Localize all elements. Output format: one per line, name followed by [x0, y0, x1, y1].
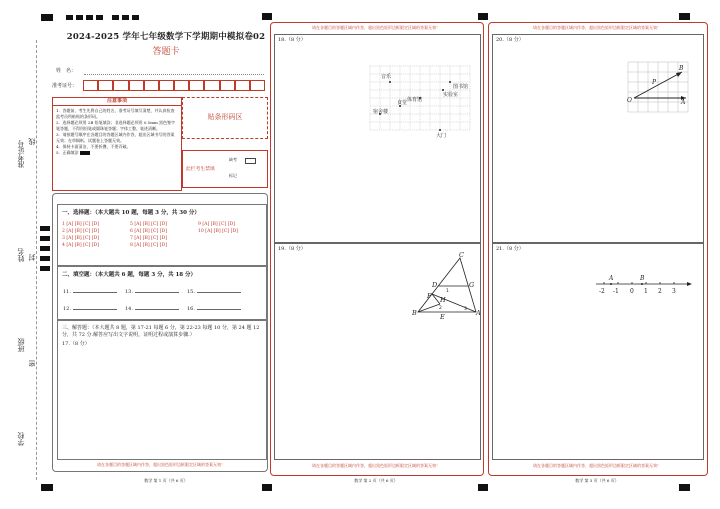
mcq-q1[interactable]: 1 [A] [B] [C] [D]	[62, 222, 99, 227]
map-label: 体育馆	[407, 97, 423, 103]
map-label: 大门	[436, 133, 447, 139]
tri-label: G	[469, 281, 475, 289]
section1-box	[57, 204, 267, 266]
campus-map-grid	[370, 66, 470, 139]
mcq-q4[interactable]: 4 [A] [B] [C] [D]	[62, 243, 99, 248]
side-label-school: 学校	[17, 432, 25, 446]
absent-checkbox[interactable]	[245, 158, 256, 164]
q20-label: 20.（8 分）	[496, 37, 524, 43]
blank-14[interactable]: 14.	[125, 303, 187, 312]
mcq-q10[interactable]: 10 [A] [B] [C] [D]	[198, 229, 238, 234]
exam-id-label: 准考证号：	[52, 83, 78, 89]
footer-3: 数学 第 3 页（共 6 页）	[575, 478, 619, 483]
vec-label: O	[627, 97, 632, 104]
map-label: 图书馆	[453, 84, 469, 90]
tri-label: E	[440, 313, 445, 321]
mcq-q6[interactable]: 6 [A] [B] [C] [D]	[130, 229, 167, 234]
seam-mark	[40, 226, 50, 231]
reg-mark	[262, 13, 272, 20]
notes-box	[52, 97, 182, 191]
reg-mark	[478, 13, 488, 20]
reg-mark	[679, 484, 690, 491]
map-label: 实验室	[443, 92, 459, 98]
nl-tick: 1	[644, 288, 648, 295]
notes-title: 注意事项	[53, 98, 181, 106]
mcq-q5[interactable]: 5 [A] [B] [C] [D]	[130, 222, 167, 227]
blank-11[interactable]: 11.	[63, 286, 125, 295]
note-item: 1．答题前，考生先将自己的姓名，准考证号填写清楚，并认真检查监考员所粘贴的条形码。	[56, 108, 175, 119]
side-label-line: 线	[28, 138, 36, 145]
section2-box	[57, 266, 267, 320]
section2-title: 二、填空题：（本大题共 6 题，每题 3 分，共 18 分）	[62, 272, 197, 278]
q21-label: 21.（8 分）	[496, 246, 524, 252]
reg-mark	[86, 15, 93, 20]
reg-mark	[66, 15, 73, 20]
tri-label: A	[476, 309, 481, 317]
seam-mark	[40, 246, 50, 251]
reg-mark	[478, 484, 488, 491]
blank-16[interactable]: 16.	[187, 303, 249, 312]
name-field[interactable]	[84, 74, 264, 75]
seam-mark	[40, 236, 50, 241]
page-subtitle: 答题卡	[152, 47, 180, 57]
absent-box	[182, 150, 268, 188]
note-item: 2．选择题必须用 2B 铅笔填涂；非选择题必须用 0.5mm 黑色签字笔答题，不得用铅笔或圆珠笔答题；字体工整、笔迹清晰。	[56, 120, 176, 131]
map-label: 宿舍楼	[373, 109, 389, 115]
absent-mark-label2: 标记	[229, 173, 237, 178]
nl-point: A	[609, 275, 614, 282]
blank-15[interactable]: 15.	[187, 286, 249, 295]
section3-box	[57, 320, 267, 460]
tri-label: F	[427, 292, 432, 300]
reg-mark	[132, 15, 139, 20]
vec-label: P	[652, 79, 657, 86]
reg-mark	[41, 484, 53, 491]
mcq-q7[interactable]: 7 [A] [B] [C] [D]	[130, 236, 167, 241]
warning-1: 请在各题目的答题区域内作答，超出黑色矩形边框限定区域的答案无效！	[97, 462, 225, 467]
nl-point: B	[640, 275, 645, 282]
tri-label: H	[440, 296, 446, 304]
reg-mark	[76, 15, 83, 20]
barcode-area	[182, 97, 268, 139]
mcq-empty	[198, 236, 266, 241]
tri-label: D	[432, 281, 438, 289]
mcq-q8[interactable]: 8 [A] [B] [C] [D]	[130, 243, 167, 248]
barcode-label: 贴条形码区	[207, 113, 243, 121]
footer-1: 数学 第 1 页（共 6 页）	[144, 478, 188, 483]
mcq-q2[interactable]: 2 [A] [B] [C] [D]	[62, 229, 99, 234]
triangle-figure	[408, 252, 482, 324]
tri-label: C	[459, 251, 464, 259]
q18-label: 18.（8 分）	[278, 37, 306, 43]
tri-label: B	[412, 309, 417, 317]
side-label-secret: 密	[28, 360, 36, 367]
map-label: 食堂	[397, 100, 408, 106]
page-title: 2024-2025 学年七年级数学下学期期中模拟卷02	[66, 32, 266, 42]
blank-12[interactable]: 12.	[63, 303, 125, 312]
number-line	[594, 272, 694, 296]
warning-2: 请在各题目的答题区域内作答，超出黑色矩形边框限定区域的答案无效！	[312, 463, 440, 468]
q19-label: 19.（8 分）	[278, 246, 306, 252]
seam-mark	[40, 256, 50, 261]
warning-3: 请在各题目的答题区域内作答，超出黑色矩形边框限定区域的答案无效！	[533, 463, 661, 468]
vec-label: A	[681, 99, 686, 106]
nl-tick: 3	[672, 288, 676, 295]
reg-mark	[96, 15, 103, 20]
map-label: 音乐	[381, 74, 392, 80]
blank-13[interactable]: 13.	[125, 286, 187, 295]
nl-tick: 0	[630, 288, 634, 295]
name-label: 姓 名：	[56, 68, 77, 74]
reg-mark	[112, 15, 119, 20]
mcq-q9[interactable]: 9 [A] [B] [C] [D]	[198, 222, 235, 227]
note-item: 5．正确填涂	[56, 150, 178, 156]
nl-tick: -1	[613, 288, 619, 295]
tri-angle-label: 3	[464, 307, 467, 312]
note-item: 4．保持卡面清洁，不要折叠、不要弄破。	[56, 144, 131, 149]
reg-mark	[679, 13, 690, 20]
absent-label: 此栏考生禁填	[186, 167, 215, 172]
nl-tick: -2	[599, 288, 605, 295]
side-label-seal: 封	[28, 254, 36, 261]
vector-grid-figure	[622, 60, 694, 114]
footer-2: 数学 第 2 页（共 6 页）	[354, 478, 398, 483]
q17-label: 17.（8 分）	[62, 341, 90, 347]
side-label-name: 姓名	[17, 248, 25, 262]
fill-example	[80, 151, 90, 155]
exam-id-boxes[interactable]	[83, 80, 265, 91]
mcq-empty	[198, 243, 266, 248]
warning-3-top: 请在各题目的答题区域内作答，超出黑色矩形边框限定区域的答案无效！	[533, 25, 661, 30]
warning-2-top: 请在各题目的答题区域内作答，超出黑色矩形边框限定区域的答案无效！	[312, 25, 440, 30]
reg-mark	[122, 15, 129, 20]
side-label-id: 准考证号	[17, 140, 25, 168]
tri-angle-label: 1	[446, 289, 449, 294]
note-item: 3．请按题号顺序在各题目的答题区域内作答，超出区域书写的答案无效；在草稿纸、试题卷上答题无效。	[56, 132, 175, 143]
mcq-q3[interactable]: 3 [A] [B] [C] [D]	[62, 236, 99, 241]
section1-title: 一、选择题：（本大题共 10 题，每题 3 分，共 30 分）	[62, 210, 200, 216]
nl-tick: 2	[658, 288, 662, 295]
tri-angle-label: 2	[439, 306, 442, 311]
side-label-class: 班级	[17, 338, 25, 352]
vec-label: B	[679, 65, 684, 72]
seam-mark	[40, 266, 50, 271]
absent-mark-label: 缺考	[229, 157, 237, 162]
reg-mark	[41, 14, 53, 21]
section3-title: 三、解答题：（本大题共 8 题，第 17-21 每题 6 分，第 22-23 每题 10 分，第 24 题 12 分，共 72 分.解答应写出文字说明，证明过程或演算步骤.）	[62, 325, 260, 338]
reg-mark	[262, 484, 272, 491]
